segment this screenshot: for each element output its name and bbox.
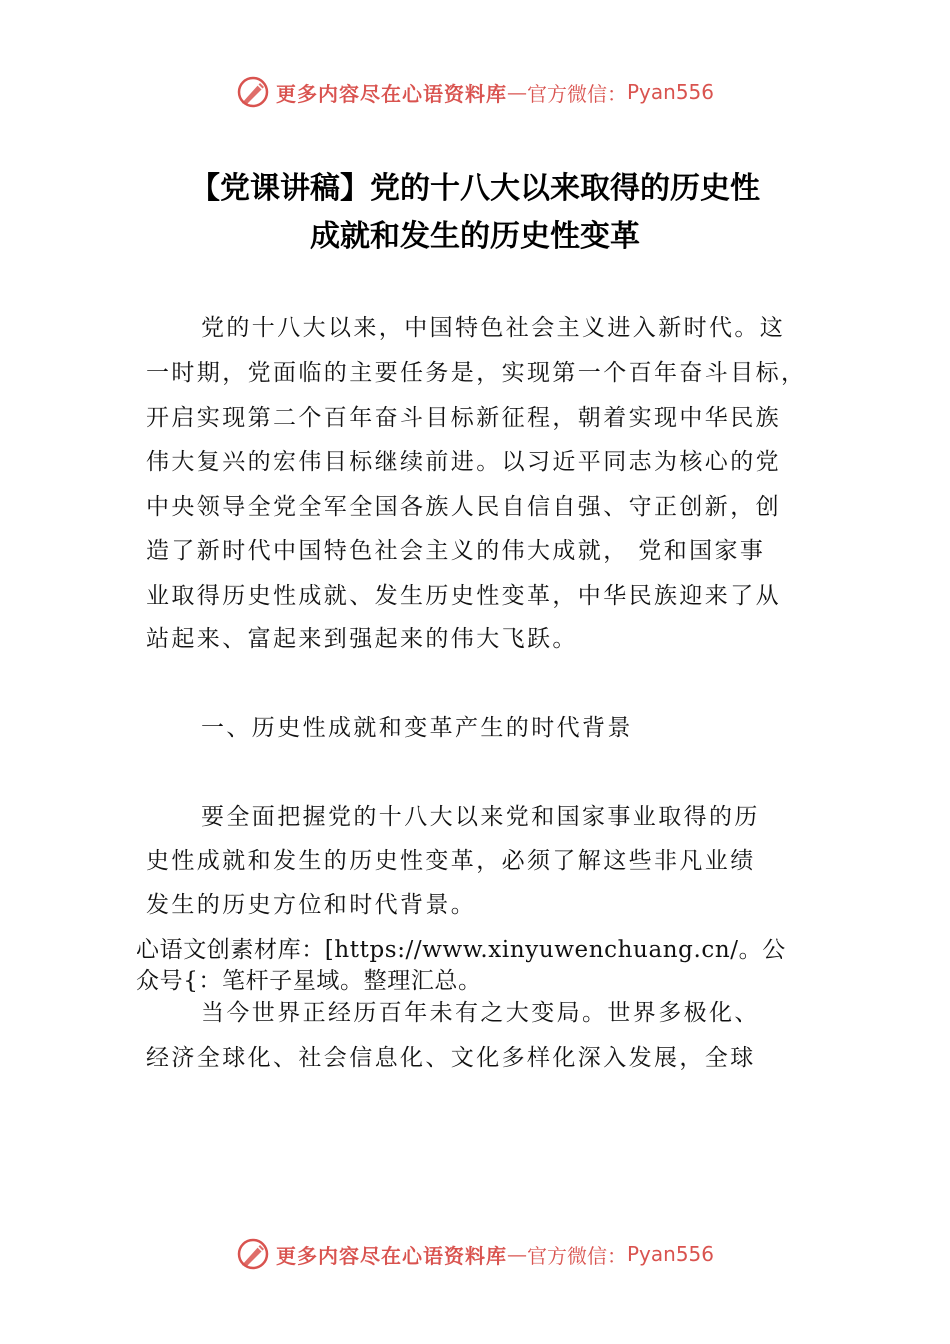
paragraph-1-line: 中央领导全党全军全国各族人民自信自强、守正创新，创 xyxy=(146,494,781,520)
paragraph-3-line: 经济全球化、社会信息化、文化多样化深入发展，全球 xyxy=(146,1045,756,1071)
paragraph-1-line: 一时期，党面临的主要任务是，实现第一个百年奋斗目标， xyxy=(146,360,807,386)
paragraph-1-line: 伟大复兴的宏伟目标继续前进。以习近平同志为核心的党 xyxy=(146,449,781,475)
section-heading: 一、历史性成就和变革产生的时代背景 xyxy=(201,715,633,741)
brand-name: 更多内容尽在心语资料库 xyxy=(275,81,507,106)
footer-banner xyxy=(0,1234,950,1274)
wechat-id: Pyan556 xyxy=(626,80,714,104)
banner-separator: — xyxy=(506,1242,527,1266)
paragraph-1-line: 业取得历史性成就、发生历史性变革，中华民族迎来了从 xyxy=(146,583,781,609)
paragraph-2-line: 史性成就和发生的历史性变革，必须了解这些非凡业绩 xyxy=(146,848,756,874)
source-note-line: 众号{：笔杆子星域。整理汇总。 xyxy=(136,968,482,994)
header-banner xyxy=(0,72,950,112)
paragraph-1-line: 开启实现第二个百年奋斗目标新征程，朝着实现中华民族 xyxy=(146,405,781,431)
document-title xyxy=(100,165,850,261)
pen-logo-icon xyxy=(236,1237,270,1271)
paragraph-2-line: 发生的历史方位和时代背景。 xyxy=(146,892,477,918)
wechat-label: 官方微信： xyxy=(526,1243,627,1268)
paragraph-1-line: 造了新时代中国特色社会主义的伟大成就， 党和国家事 xyxy=(146,538,766,564)
paragraph-2-line: 要全面把握党的十八大以来党和国家事业取得的历 xyxy=(201,804,760,830)
pen-logo-icon xyxy=(236,75,270,109)
banner-separator: — xyxy=(506,80,527,104)
title-line-1: 【党课讲稿】党的十八大以来取得的历史性 xyxy=(190,171,760,206)
paragraph-1-line: 党的十八大以来，中国特色社会主义进入新时代。这 xyxy=(201,315,786,341)
paragraph-3-line: 当今世界正经历百年未有之大变局。世界多极化、 xyxy=(201,1000,760,1026)
paragraph-1-line: 站起来、富起来到强起来的伟大飞跃。 xyxy=(146,626,578,652)
source-note-line: 心语文创素材库：[https://www.xinyuwenchuang.cn/。公 xyxy=(136,937,786,963)
brand-name: 更多内容尽在心语资料库 xyxy=(275,1243,507,1268)
title-line-2: 成就和发生的历史性变革 xyxy=(310,219,640,254)
wechat-label: 官方微信： xyxy=(526,81,627,106)
wechat-id: Pyan556 xyxy=(626,1242,714,1266)
